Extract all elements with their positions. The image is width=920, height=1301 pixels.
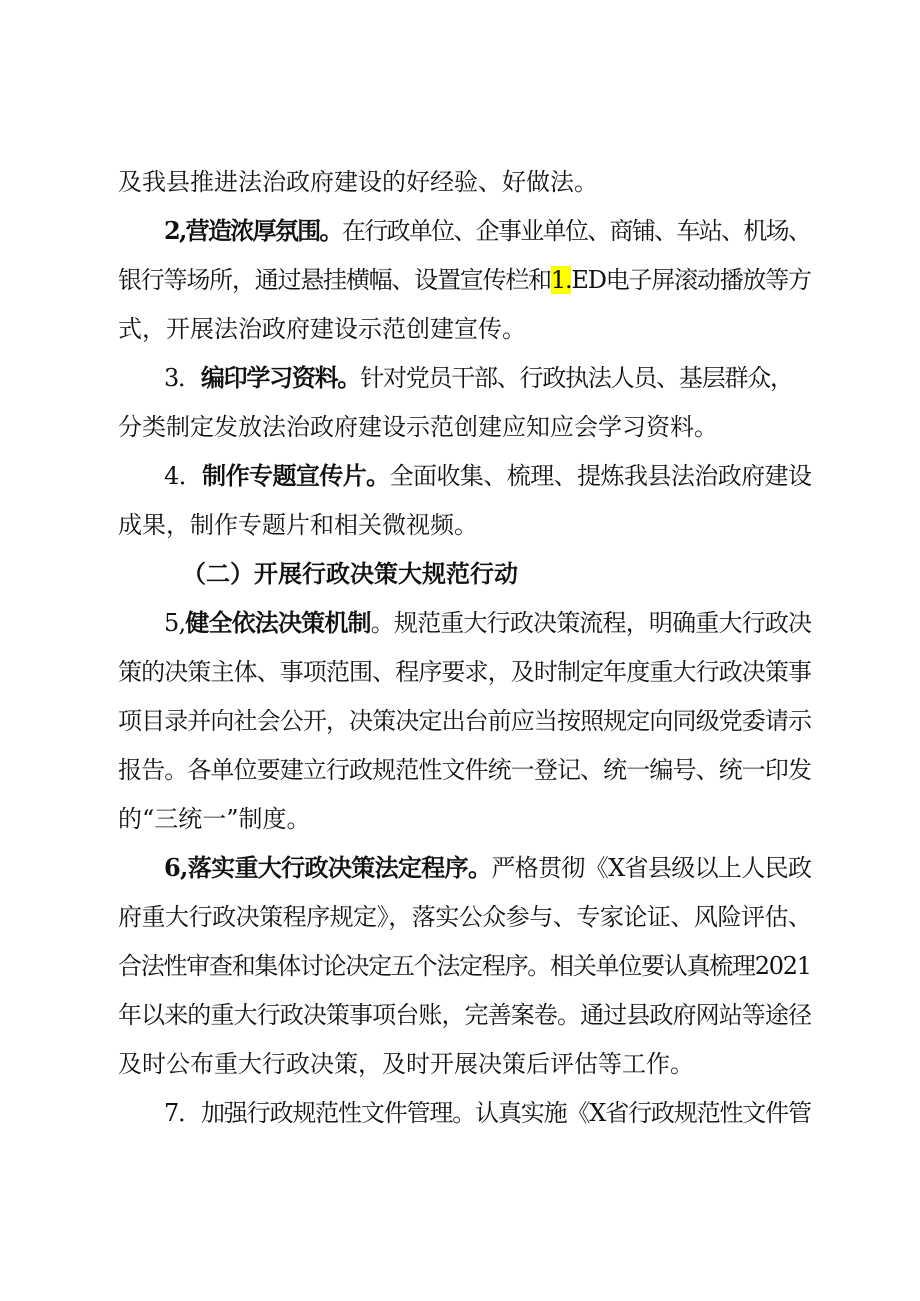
- text-segment: ED电子屏滚动播放等方: [571, 266, 811, 294]
- text-line: [0, 746, 920, 794]
- text-line-content: [118, 305, 526, 353]
- text-line-content: [118, 746, 811, 794]
- text-line-content: [118, 648, 811, 696]
- text-segment: 成果，制作专题片和相关微视频。: [118, 511, 478, 539]
- text-line: [0, 354, 920, 402]
- text-segment: 。规范重大行政决策流程，明确重大行政决: [370, 609, 812, 637]
- text-line: [0, 550, 920, 598]
- text-line: [0, 305, 920, 353]
- text-segment: 银行等场所，通过悬挂横幅、设置宣传栏和: [118, 266, 551, 294]
- text-line-content: [118, 256, 811, 304]
- text-segment: 的“三统一”制度。: [118, 805, 311, 833]
- text-line: [0, 942, 920, 990]
- text-line-content: [118, 403, 718, 451]
- text-line: [0, 1089, 920, 1137]
- bold-text: （二）开展行政决策大规范行动: [182, 559, 518, 588]
- text-segment: 在行政单位、企事业单位、商铺、车站、机场、: [341, 217, 811, 245]
- text-line-content: [118, 942, 811, 990]
- text-segment: 3．: [164, 364, 201, 392]
- bold-text: 2,营造浓厚氛围。: [164, 216, 342, 245]
- text-segment: 分类制定发放法治政府建设示范创建应知应会学习资料。: [118, 413, 718, 441]
- text-line-content: [118, 697, 811, 745]
- text-segment: 合法性审查和集体讨论决定五个法定程序。相关单位要认真梳理2021: [118, 952, 811, 980]
- text-line-content: [164, 1089, 811, 1137]
- text-line: [0, 256, 920, 304]
- text-line-content: [182, 550, 518, 598]
- text-line-content: [164, 354, 793, 402]
- text-segment: 严格贯彻《X省县级以上人民政: [491, 854, 812, 882]
- text-segment: 项目录并向社会公开，决策决定出台前应当按照规定向同级党委请示: [118, 707, 812, 735]
- text-line: [0, 795, 920, 843]
- text-line-content: [118, 158, 598, 206]
- text-segment: 报告。各单位要建立行政规范性文件统一登记、统一编号、统一印发: [118, 756, 812, 784]
- text-line-content: [164, 599, 811, 647]
- bold-text: 编印学习资料。: [200, 363, 361, 392]
- text-segment: 及时公布重大行政决策，及时开展决策后评估等工作。: [118, 1050, 694, 1078]
- bold-text: 制作专题宣传片。: [202, 461, 390, 490]
- text-line: [0, 452, 920, 500]
- text-segment: 针对党员干部、行政执法人员、基层群众，: [360, 364, 793, 392]
- text-line: [0, 844, 920, 892]
- text-segment: 7．加强行政规范性文件管理。认真实施《X省行政规范性文件管: [164, 1099, 811, 1127]
- text-line: [0, 1040, 920, 1088]
- text-line-content: [118, 1040, 694, 1088]
- text-segment: 全面收集、梳理、提炼我县法治政府建设: [389, 462, 812, 490]
- bold-text: 6,落实重大行政决策法定程序。: [164, 853, 492, 882]
- text-line: [0, 991, 920, 1039]
- text-segment: 4．: [164, 462, 203, 490]
- text-line: [0, 501, 920, 549]
- text-line: [0, 893, 920, 941]
- text-segment: 府重大行政决策程序规定》，落实公众参与、专家论证、风险评估、: [118, 903, 812, 931]
- text-segment: 式，开展法治政府建设示范创建宣传。: [118, 315, 526, 343]
- text-line-content: [164, 452, 811, 500]
- text-line-content: [164, 844, 811, 892]
- text-line: [0, 648, 920, 696]
- bold-text: 健全依法决策机制: [185, 608, 371, 637]
- text-segment: 5,: [164, 609, 186, 637]
- text-line: [0, 158, 920, 206]
- text-line: [0, 403, 920, 451]
- text-line-content: [118, 501, 478, 549]
- text-line: [0, 599, 920, 647]
- text-line-content: [164, 207, 810, 255]
- text-line-content: [118, 893, 812, 941]
- highlighted-text: 1.: [550, 266, 572, 294]
- text-line: [0, 697, 920, 745]
- text-line: [0, 207, 920, 255]
- text-line-content: [118, 991, 811, 1039]
- text-segment: 及我县推进法治政府建设的好经验、好做法。: [118, 168, 598, 196]
- text-segment: 策的决策主体、事项范围、程序要求，及时制定年度重大行政决策事: [118, 658, 812, 686]
- text-segment: 年以来的重大行政决策事项台账，完善案卷。通过县政府网站等途径: [118, 1001, 812, 1029]
- text-line-content: [118, 795, 311, 843]
